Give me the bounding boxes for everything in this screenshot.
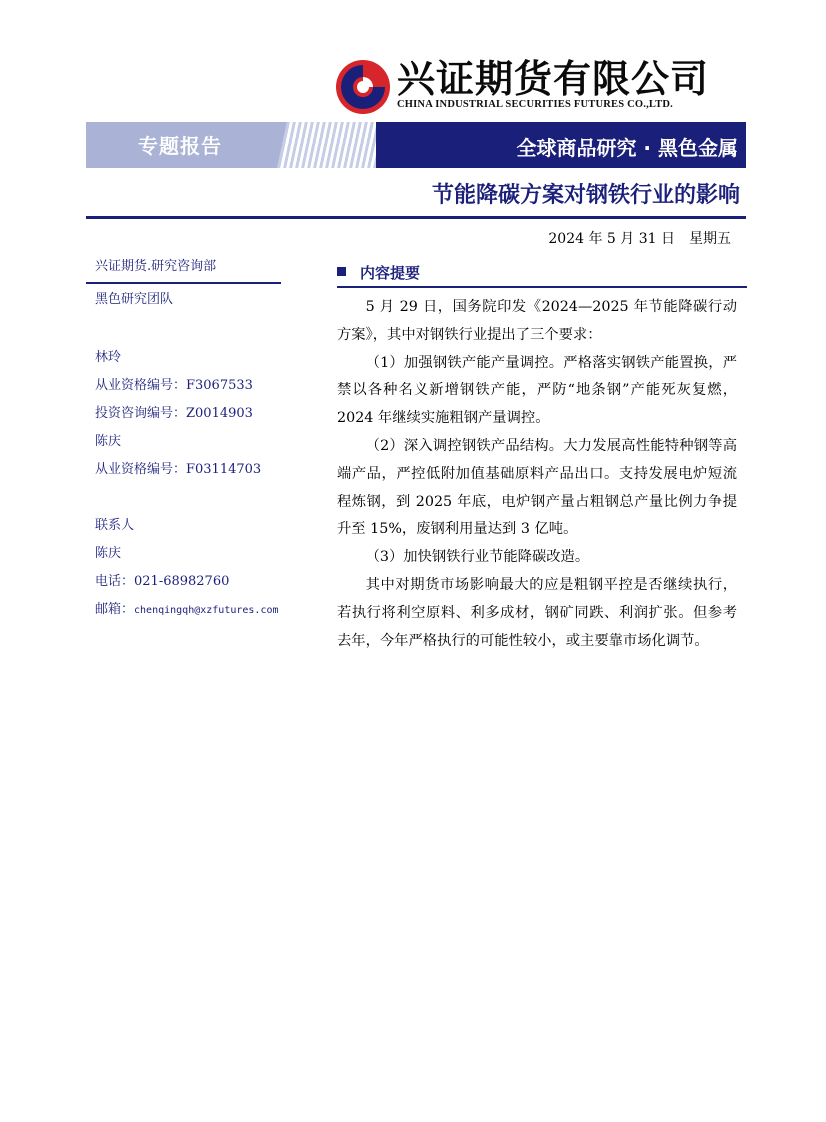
analyst-cert: 从业资格编号：F03114703 bbox=[95, 462, 262, 477]
report-date: 2024 年 5 月 31 日 星期五 bbox=[548, 231, 731, 247]
banner-stripe-decoration bbox=[277, 122, 387, 168]
summary-body bbox=[337, 294, 737, 655]
bullet-square-icon bbox=[337, 267, 346, 276]
summary-paragraph: 其中对期货市场影响最大的应是粗钢平控是否继续执行，若执行将利空原料、利多成材，钢矿同跌、利润扩张。但参考去年，今年严格执行的可能性较小，或主要靠市场化调节。 bbox=[337, 576, 737, 649]
section-divider bbox=[337, 286, 747, 288]
analyst-cert: 从业资格编号：F3067533 bbox=[95, 378, 253, 393]
report-banner bbox=[86, 122, 746, 168]
summary-paragraph: 5 月 29 日，国务院印发《2024—2025 年节能降碳行动方案》，其中对钢铁行业提出了三个要求： bbox=[337, 299, 737, 343]
company-name-cn: 兴证期货有限公司 bbox=[397, 57, 710, 101]
document-title: 节能降碳方案对钢铁行业的影响 bbox=[431, 183, 740, 208]
analyst-name: 陈庆 bbox=[95, 434, 122, 449]
email-label: 邮箱： bbox=[95, 602, 135, 617]
author-sidebar bbox=[95, 256, 285, 617]
summary-paragraph: （2）深入调控钢铁产品结构。大力发展高性能特种钢等高端产品，严控低附加值基础原料产品出口。支持发展电炉短流程炼钢，到 2025 年底，电炉钢产量占粗钢总产量比例力争提升至 15%，废钢利用量达到 3 亿吨。 bbox=[337, 437, 737, 538]
company-name-en: CHINA INDUSTRIAL SECURITIES FUTURES CO.,LTD. bbox=[397, 99, 673, 110]
team-name: 黑色研究团队 bbox=[95, 292, 174, 307]
summary-paragraph: （3）加快钢铁行业节能降碳改造。 bbox=[365, 549, 590, 566]
sidebar-divider bbox=[86, 282, 281, 284]
contact-label: 联系人 bbox=[95, 518, 135, 533]
title-divider bbox=[86, 216, 746, 219]
summary-heading: 内容提要 bbox=[337, 262, 420, 283]
department: 兴证期货.研究咨询部 bbox=[95, 259, 217, 274]
report-category-label: 全球商品研究 · 黑色金属 bbox=[516, 136, 738, 160]
contact-phone: 电话：021-68982760 bbox=[95, 574, 230, 589]
analyst-cert: 投资咨询编号：Z0014903 bbox=[95, 406, 253, 421]
summary-paragraph: （1）加强钢铁产能产量调控。严格落实钢铁产能置换，严禁以各种名义新增钢铁产能，严防“地条钢”产能死灰复燃，2024 年继续实施粗钢产量调控。 bbox=[337, 354, 737, 427]
contact-email-row bbox=[95, 598, 279, 617]
report-type-label: 专题报告 bbox=[138, 134, 222, 158]
company-logo bbox=[335, 57, 730, 117]
analyst-name: 林玲 bbox=[95, 350, 122, 365]
company-logo-icon bbox=[335, 59, 391, 115]
contact-email[interactable]: chenqingqh@xzfutures.com bbox=[134, 605, 279, 616]
contact-name: 陈庆 bbox=[95, 546, 122, 561]
